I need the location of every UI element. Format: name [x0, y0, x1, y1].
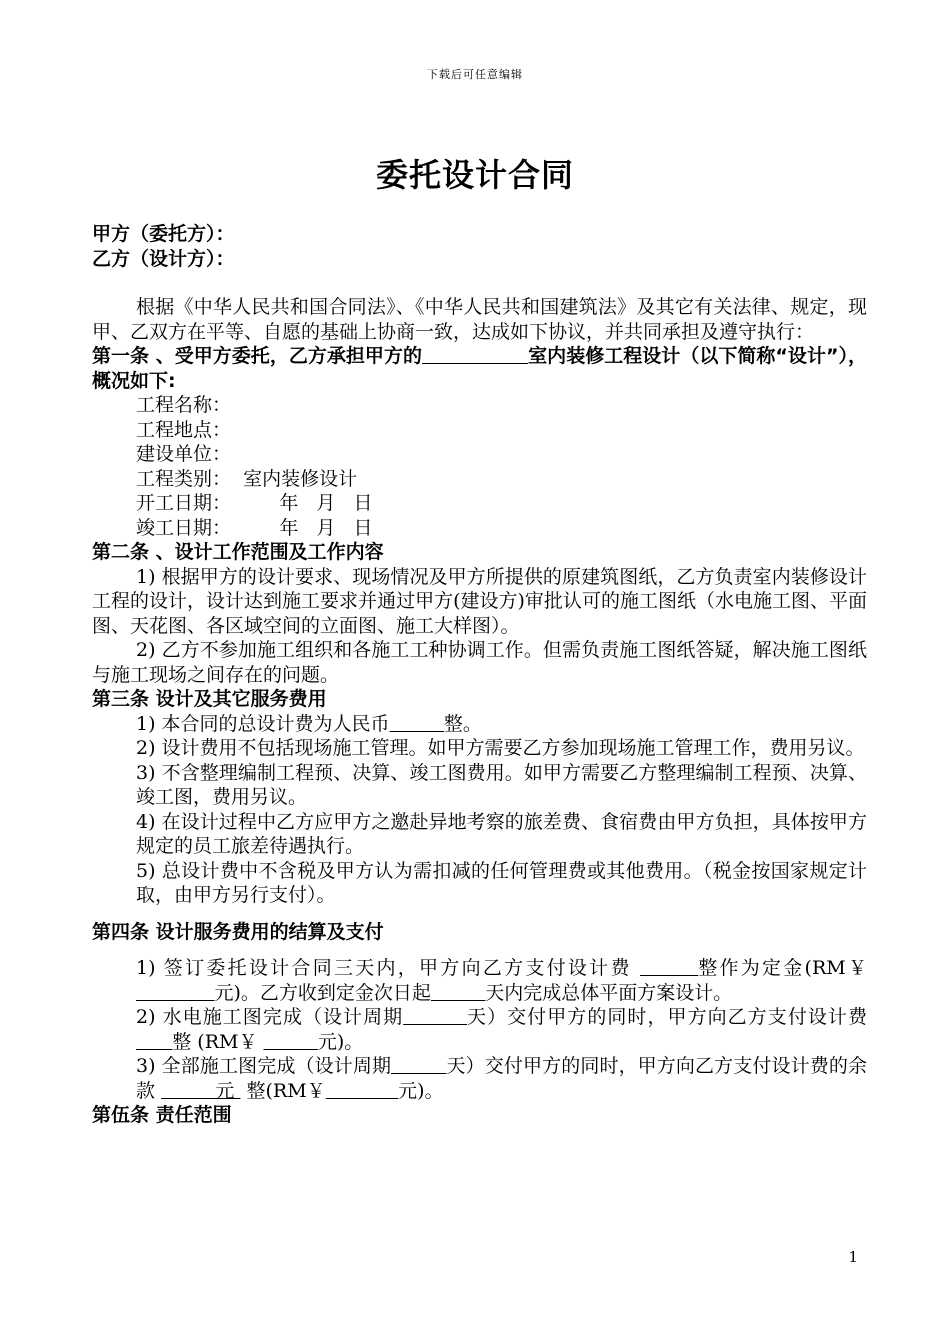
article-1-pre: 第一条 、受甲方委托，乙方承担甲方的: [92, 345, 422, 367]
article-3-item-1: [92, 712, 867, 737]
article-4-item-3-text-d: 整(RM￥: [240, 1079, 326, 1102]
article-4-heading: 第四条 设计服务费用的结算及支付: [92, 920, 384, 943]
article-4-item-1: [92, 956, 867, 1005]
article-1-post: 室内装修工程设计（以下简称“设计”），概况如下:: [92, 345, 867, 392]
header-note: 下载后可任意编辑: [427, 68, 523, 81]
article-4-item-1-blank-3: [431, 982, 485, 1004]
article-3-item-5: 5) 总设计费中不含税及甲方认为需扣减的任何管理费或其他费用。（税金按国家规定计取，由甲方另行支付）。: [136, 859, 867, 906]
article-3-item-1-text: 1) 本合同的总设计费为人民币: [136, 712, 390, 735]
article-3-heading: 第三条 设计及其它服务费用: [92, 688, 327, 710]
field-project-type: 工程类别： 室内装修设计: [136, 467, 358, 490]
article-4-item-1-text-d: 元)。乙方收到定金次日起: [214, 981, 431, 1004]
article-4-item-3-text-a: 3) 全部施工图完成（设计周期: [136, 1055, 392, 1077]
page-number: 1: [848, 1248, 858, 1266]
article-4-item-2: [92, 1005, 867, 1054]
document-body: [92, 222, 867, 1128]
article-4-item-3-blank-3: [326, 1080, 398, 1102]
article-2-item-2: 2) 乙方不参加施工组织和各施工工种协调工作。但需负责施工图纸答疑，解决施工图纸与施工现场之间存在的问题。: [92, 639, 867, 686]
article-4-item-3-blank-1: [391, 1055, 446, 1077]
field-project-name: 工程名称：: [136, 394, 232, 416]
intro-paragraph: 根据《中华人民共和国合同法》、《中华人民共和国建筑法》及其它有关法律、规定，现甲、乙双方在平等、自愿的基础上协商一致，达成如下协议，并共同承担及遵守执行：: [92, 296, 867, 343]
article-4-item-1-text-c: 整作为定金(RM￥: [698, 957, 867, 979]
article-4-item-1-text-e: 天内完成总体平面方案设计。: [485, 981, 733, 1004]
article-1-blank: [422, 345, 528, 367]
document-title: 委托设计合同: [375, 156, 574, 194]
article-4-item-2-text-a: 2) 水电施工图完成（设计周期: [136, 1006, 404, 1028]
article-3-item-1-end: 整。: [443, 712, 482, 735]
article-4-item-2-text-e: 元)。: [317, 1030, 364, 1053]
field-project-location: 工程地点：: [136, 418, 232, 441]
article-4-item-2-text-d: 整 (RM￥: [172, 1030, 264, 1053]
article-3-item-2: 2) 设计费用不包括现场施工管理。如甲方需要乙方参加现场施工管理工作，费用另议。: [136, 737, 865, 759]
article-2-heading: 第二条 、设计工作范围及工作内容: [92, 541, 384, 563]
article-4-item-3-text-c: 天）交付甲方的同时，甲方向乙方支付设计费的余款: [136, 1055, 867, 1102]
article-4-item-3-text-e: 元)。: [398, 1079, 444, 1102]
article-4-item-2-text-c: 天）交付甲方的同时，甲方向乙方支付设计费: [467, 1006, 867, 1028]
article-2-item-1: 1) 根据甲方的设计要求、现场情况及甲方所提供的原建筑图纸，乙方负责室内装修设计工程的设计，设计达到施工要求并通过甲方(建设方)审批认可的施工图纸（水电施工图、平面图、天花图、各区域空间的立面图、施工大样图）。: [92, 565, 867, 637]
article-3-item-4: 4) 在设计过程中乙方应甲方之邀赴异地考察的旅差费、食宿费由甲方负担，具体按甲方规定的员工旅差待遇执行。: [136, 810, 867, 857]
party-a-label: 甲方（委托方）：: [92, 223, 235, 245]
field-construction-unit: 建设单位：: [136, 443, 232, 465]
article-4-item-2-blank-2: [136, 1031, 172, 1053]
article-4-item-1-blank-1: [640, 957, 698, 979]
party-b-label: 乙方（设计方）：: [92, 247, 235, 270]
article-3-item-1-blank: [390, 713, 444, 735]
article-3-item-3: 3) 不含整理编制工程预、决算、竣工图费用。如甲方需要乙方整理编制工程预、决算、竣工图，费用另议。: [136, 761, 867, 808]
field-start-date: 开工日期： 年 月 日: [136, 492, 373, 514]
article-4-item-3: [92, 1054, 867, 1103]
article-4-item-1-blank-2: [136, 982, 215, 1004]
article-4-item-2-blank-1: [403, 1006, 467, 1028]
article-4-item-1-text-a: 1) 签订委托设计合同三天内，甲方向乙方支付设计费: [136, 957, 641, 979]
article-1-heading: [92, 344, 867, 393]
article-4-item-3-blank-2: 元: [161, 1079, 241, 1102]
article-4-item-2-blank-3: [264, 1031, 318, 1053]
article-5-heading: 第伍条 责任范围: [92, 1104, 232, 1126]
field-end-date: 竣工日期： 年 月 日: [136, 516, 373, 539]
